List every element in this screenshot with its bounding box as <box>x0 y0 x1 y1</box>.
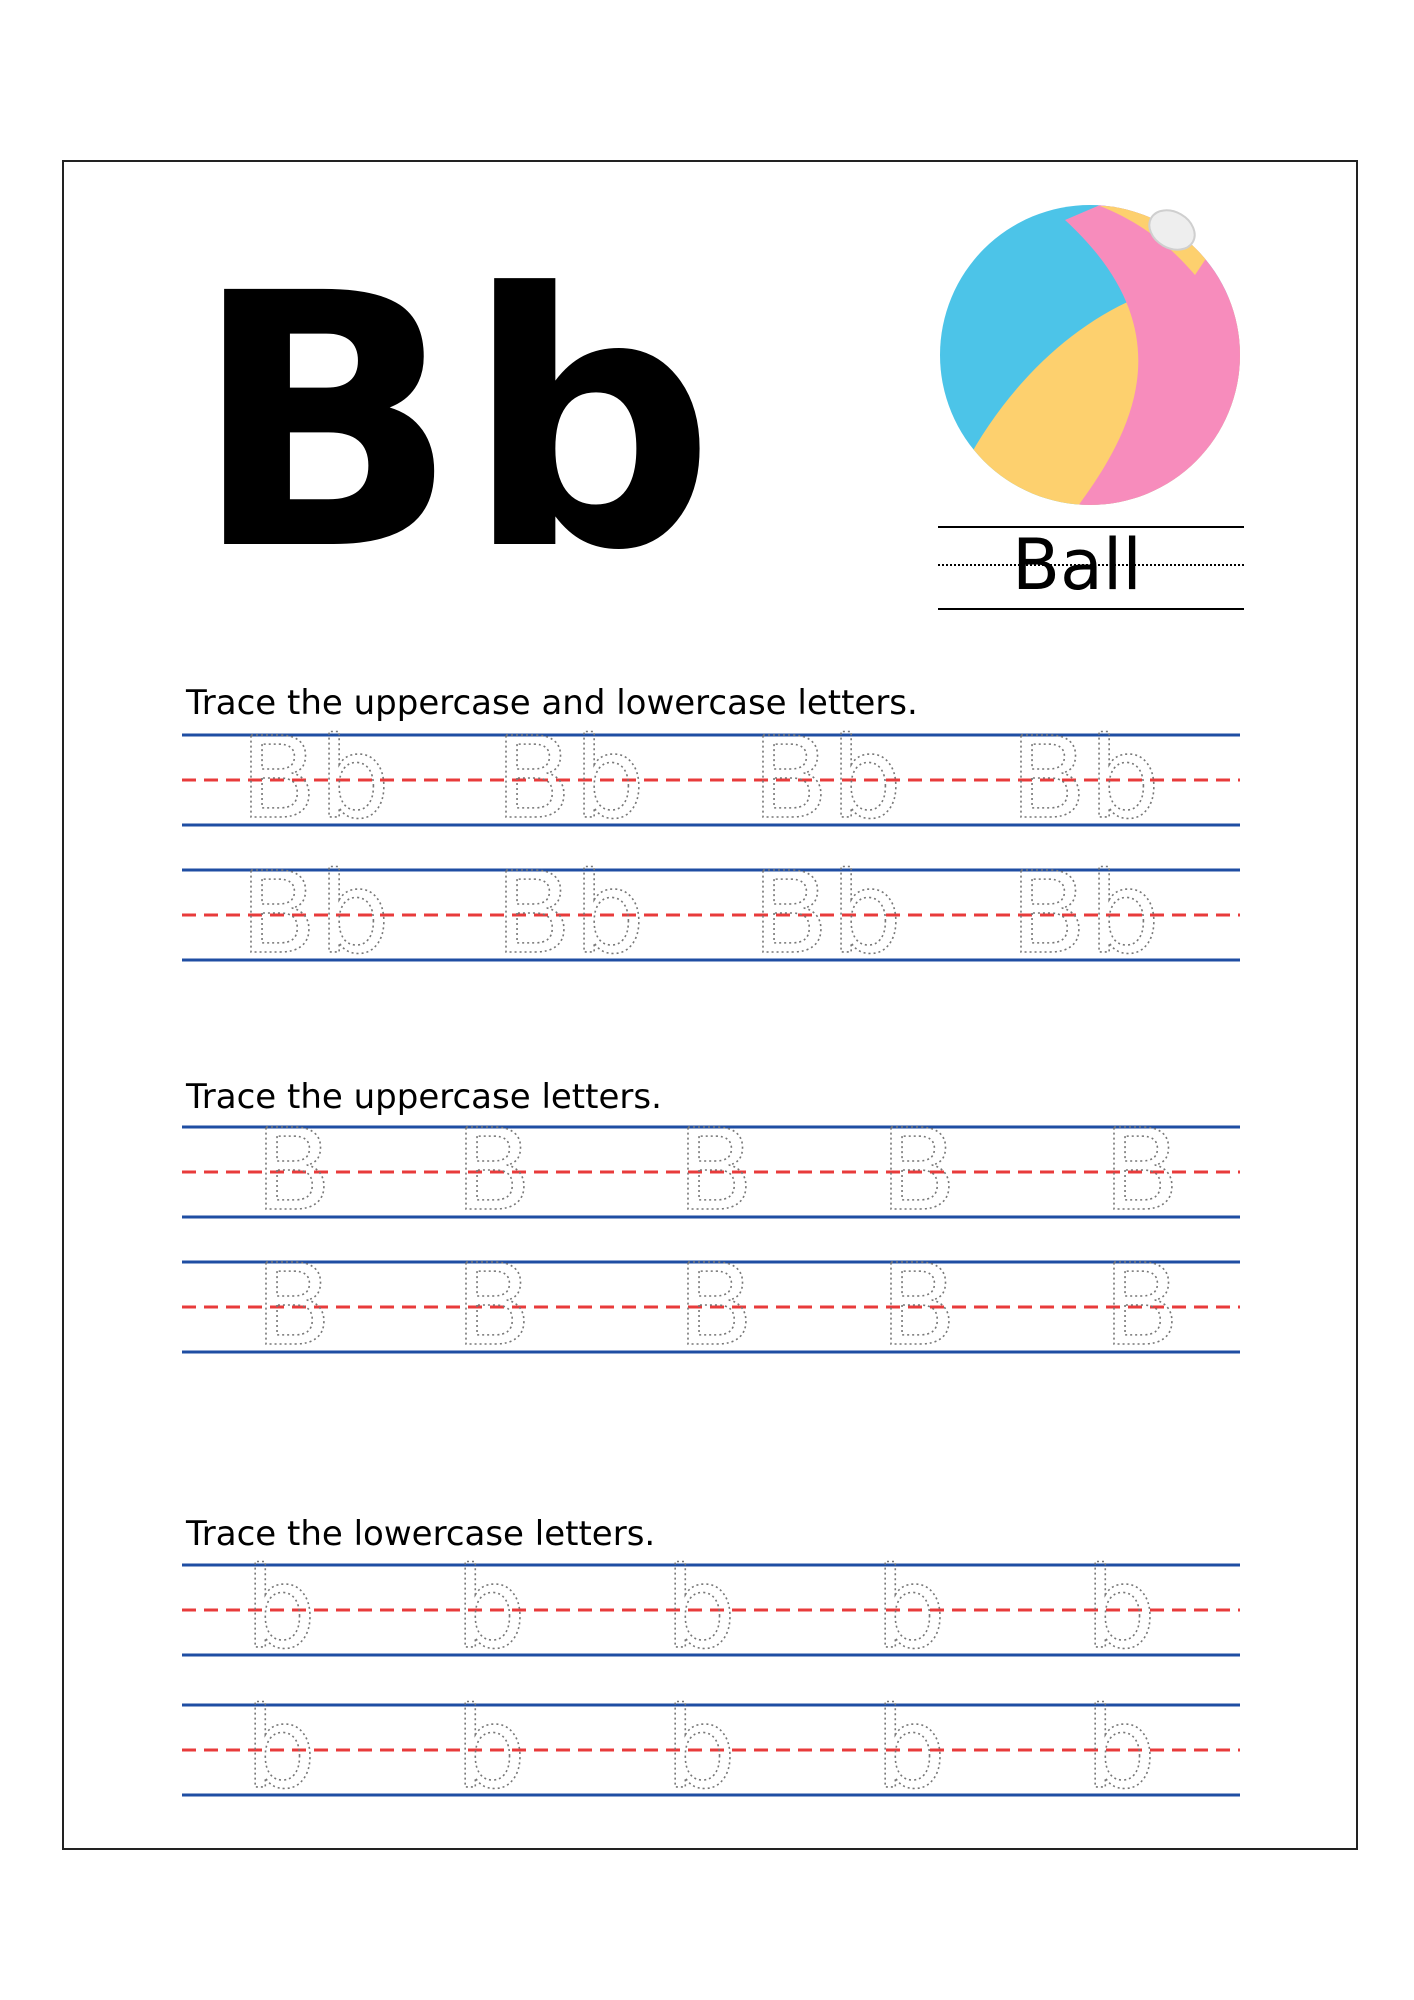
trace-letters: B <box>880 1241 959 1371</box>
trace-letters: b <box>245 1544 319 1674</box>
trace-letters: Bb <box>240 714 392 844</box>
trace-letters: b <box>665 1544 739 1674</box>
trace-letters: B <box>1103 1241 1182 1371</box>
trace-letters: b <box>875 1544 949 1674</box>
instruction-lowercase: Trace the lowercase letters. <box>186 1514 656 1554</box>
instruction-uppercase: Trace the uppercase letters. <box>186 1077 662 1117</box>
trace-letters: B <box>455 1106 534 1236</box>
trace-letters: b <box>1085 1684 1159 1814</box>
trace-letters: b <box>455 1544 529 1674</box>
trace-letters: B <box>455 1241 534 1371</box>
trace-letters: Bb <box>752 849 904 979</box>
trace-letters: Bb <box>495 714 647 844</box>
trace-letters: B <box>255 1106 334 1236</box>
trace-letters: b <box>245 1684 319 1814</box>
trace-letters: Bb <box>752 714 904 844</box>
trace-letters: Bb <box>1010 714 1162 844</box>
trace-letters: b <box>455 1684 529 1814</box>
trace-letters: B <box>1103 1106 1182 1236</box>
instruction-uppercase-lowercase: Trace the uppercase and lowercase letters. <box>186 683 918 723</box>
trace-letters: B <box>677 1106 756 1236</box>
trace-letters: b <box>665 1684 739 1814</box>
trace-letters: Bb <box>1010 849 1162 979</box>
trace-letters: Bb <box>495 849 647 979</box>
trace-letters: B <box>255 1241 334 1371</box>
trace-letters: Bb <box>240 849 392 979</box>
trace-letters: B <box>677 1241 756 1371</box>
trace-letters: B <box>880 1106 959 1236</box>
trace-letters: b <box>1085 1544 1159 1674</box>
trace-letters: b <box>875 1684 949 1814</box>
title-letters: Bb <box>192 219 722 627</box>
picture-word: Ball <box>1012 524 1142 606</box>
